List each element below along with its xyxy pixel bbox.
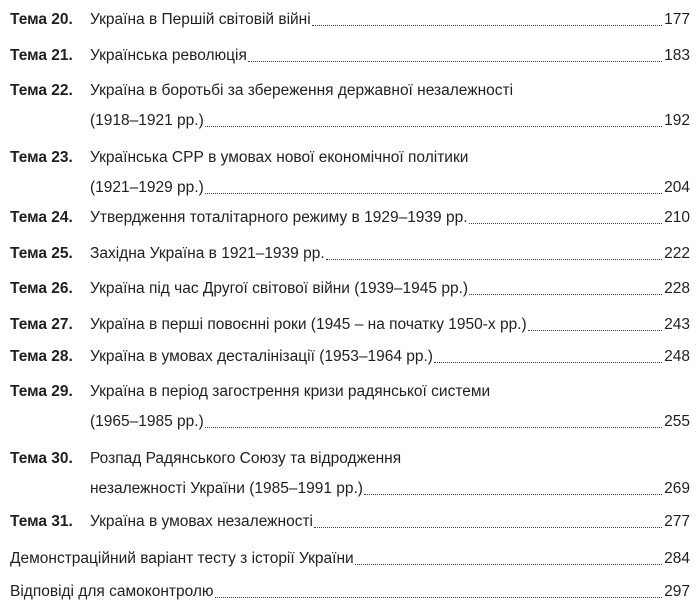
toc-entry[interactable]	[0, 546, 700, 576]
toc-entry-title: Україна в умовах десталінізації (1953–1964 рр.)	[90, 348, 433, 365]
toc-entry[interactable]	[0, 205, 700, 235]
dot-leader	[312, 24, 662, 26]
dot-leader	[469, 293, 662, 295]
toc-page-number: 269	[664, 480, 690, 497]
toc-page-number: 177	[664, 11, 690, 28]
toc-entry-line-last	[0, 241, 700, 267]
toc-page-number: 210	[664, 209, 690, 226]
toc-entry[interactable]	[0, 7, 700, 37]
toc-entry-title: Українська СРР в умовах нової економічної політики	[90, 149, 469, 166]
dot-leader	[528, 329, 662, 331]
toc-entry-label: Тема 30.	[10, 450, 73, 467]
dot-leader	[215, 596, 663, 598]
dot-leader	[364, 493, 662, 495]
toc-entry-line-last	[0, 579, 700, 605]
toc-entry-line	[0, 446, 700, 472]
toc-page-number: 243	[664, 316, 690, 333]
toc-entry-title: незалежності України (1985–1991 рр.)	[90, 480, 363, 497]
toc-entry[interactable]	[0, 78, 700, 138]
toc-entry-label: Тема 28.	[10, 348, 73, 365]
toc-entry-line	[0, 145, 700, 171]
toc-entry-label: Тема 23.	[10, 149, 73, 166]
toc-entry-title: (1918–1921 рр.)	[90, 112, 204, 129]
toc-entry-title: Україна в період загострення кризи радянської системи	[90, 383, 491, 400]
toc-page-number: 248	[664, 348, 690, 365]
toc-entry[interactable]	[0, 344, 700, 374]
toc-page-number: 192	[664, 112, 690, 129]
toc-entry[interactable]	[0, 509, 700, 539]
toc-entry-line-last	[0, 344, 700, 370]
toc-entry-line-last	[0, 409, 700, 435]
toc-entry-label: Тема 21.	[10, 47, 73, 64]
toc-page-number: 255	[664, 413, 690, 430]
toc-entry-label: Тема 31.	[10, 513, 73, 530]
toc-entry-title: Україна в боротьбі за збереження державної незалежності	[90, 82, 514, 99]
toc-entry-title: (1965–1985 рр.)	[90, 413, 204, 430]
toc-entry-title: (1921–1929 рр.)	[90, 179, 204, 196]
toc-entry-label: Тема 24.	[10, 209, 73, 226]
toc-entry-title: Україна в перші повоєнні роки (1945 – на початку 1950-х рр.)	[90, 316, 527, 333]
toc-entry-title: Західна Україна в 1921–1939 рр.	[90, 245, 325, 262]
dot-leader	[205, 426, 662, 428]
toc-entry-label: Тема 27.	[10, 316, 73, 333]
toc-entry-label: Тема 20.	[10, 11, 73, 28]
toc-entry-line	[0, 379, 700, 405]
toc-entry-line-last	[0, 43, 700, 69]
dot-leader	[248, 60, 662, 62]
toc-page-number: 284	[664, 550, 690, 567]
toc-entry-title: Українська революція	[90, 47, 247, 64]
toc-entry-line	[0, 78, 700, 104]
toc-entry[interactable]	[0, 312, 700, 342]
dot-leader	[205, 192, 662, 194]
toc-entry-line-last	[0, 312, 700, 338]
toc-page-number: 277	[664, 513, 690, 530]
toc-entry-title: Утвердження тоталітарного режиму в 1929–1939 рр.	[90, 209, 468, 226]
toc-entry[interactable]	[0, 145, 700, 205]
toc-entry-title: Демонстраційний варіант тесту з історії України	[10, 550, 354, 567]
toc-page-number: 183	[664, 47, 690, 64]
toc-entry[interactable]	[0, 241, 700, 271]
dot-leader	[434, 361, 662, 363]
toc-page-number: 222	[664, 245, 690, 262]
toc-entry-title: Розпад Радянського Союзу та відродження	[90, 450, 402, 467]
toc-page-number: 228	[664, 280, 690, 297]
toc-entry[interactable]	[0, 276, 700, 306]
dot-leader	[326, 258, 662, 260]
toc-entry-label: Тема 22.	[10, 82, 73, 99]
dot-leader	[314, 526, 662, 528]
toc-entry-line-last	[0, 476, 700, 502]
toc-entry-title: Україна під час Другої світової війни (1939–1945 рр.)	[90, 280, 469, 297]
toc-page-number: 297	[664, 583, 690, 600]
dot-leader	[205, 125, 662, 127]
toc-entry-line-last	[0, 509, 700, 535]
dot-leader	[355, 563, 662, 565]
toc-entry-title: Україна в Першій світовій війні	[90, 11, 311, 28]
toc-entry[interactable]	[0, 579, 700, 609]
toc-entry[interactable]	[0, 43, 700, 73]
toc-entry-line-last	[0, 276, 700, 302]
toc-entry-line-last	[0, 7, 700, 33]
toc-page-number: 204	[664, 179, 690, 196]
toc-entry-line-last	[0, 108, 700, 134]
toc-entry-title: Відповіді для самоконтролю	[10, 583, 214, 600]
toc-entry-line-last	[0, 205, 700, 231]
toc-entry-title: Україна в умовах незалежності	[90, 513, 313, 530]
toc-entry[interactable]	[0, 446, 700, 506]
toc-entry-line-last	[0, 546, 700, 572]
toc-entry-line-last	[0, 175, 700, 201]
toc-entry[interactable]	[0, 379, 700, 439]
dot-leader	[469, 222, 663, 224]
toc-entry-label: Тема 26.	[10, 280, 73, 297]
toc-entry-label: Тема 29.	[10, 383, 73, 400]
toc-entry-label: Тема 25.	[10, 245, 73, 262]
